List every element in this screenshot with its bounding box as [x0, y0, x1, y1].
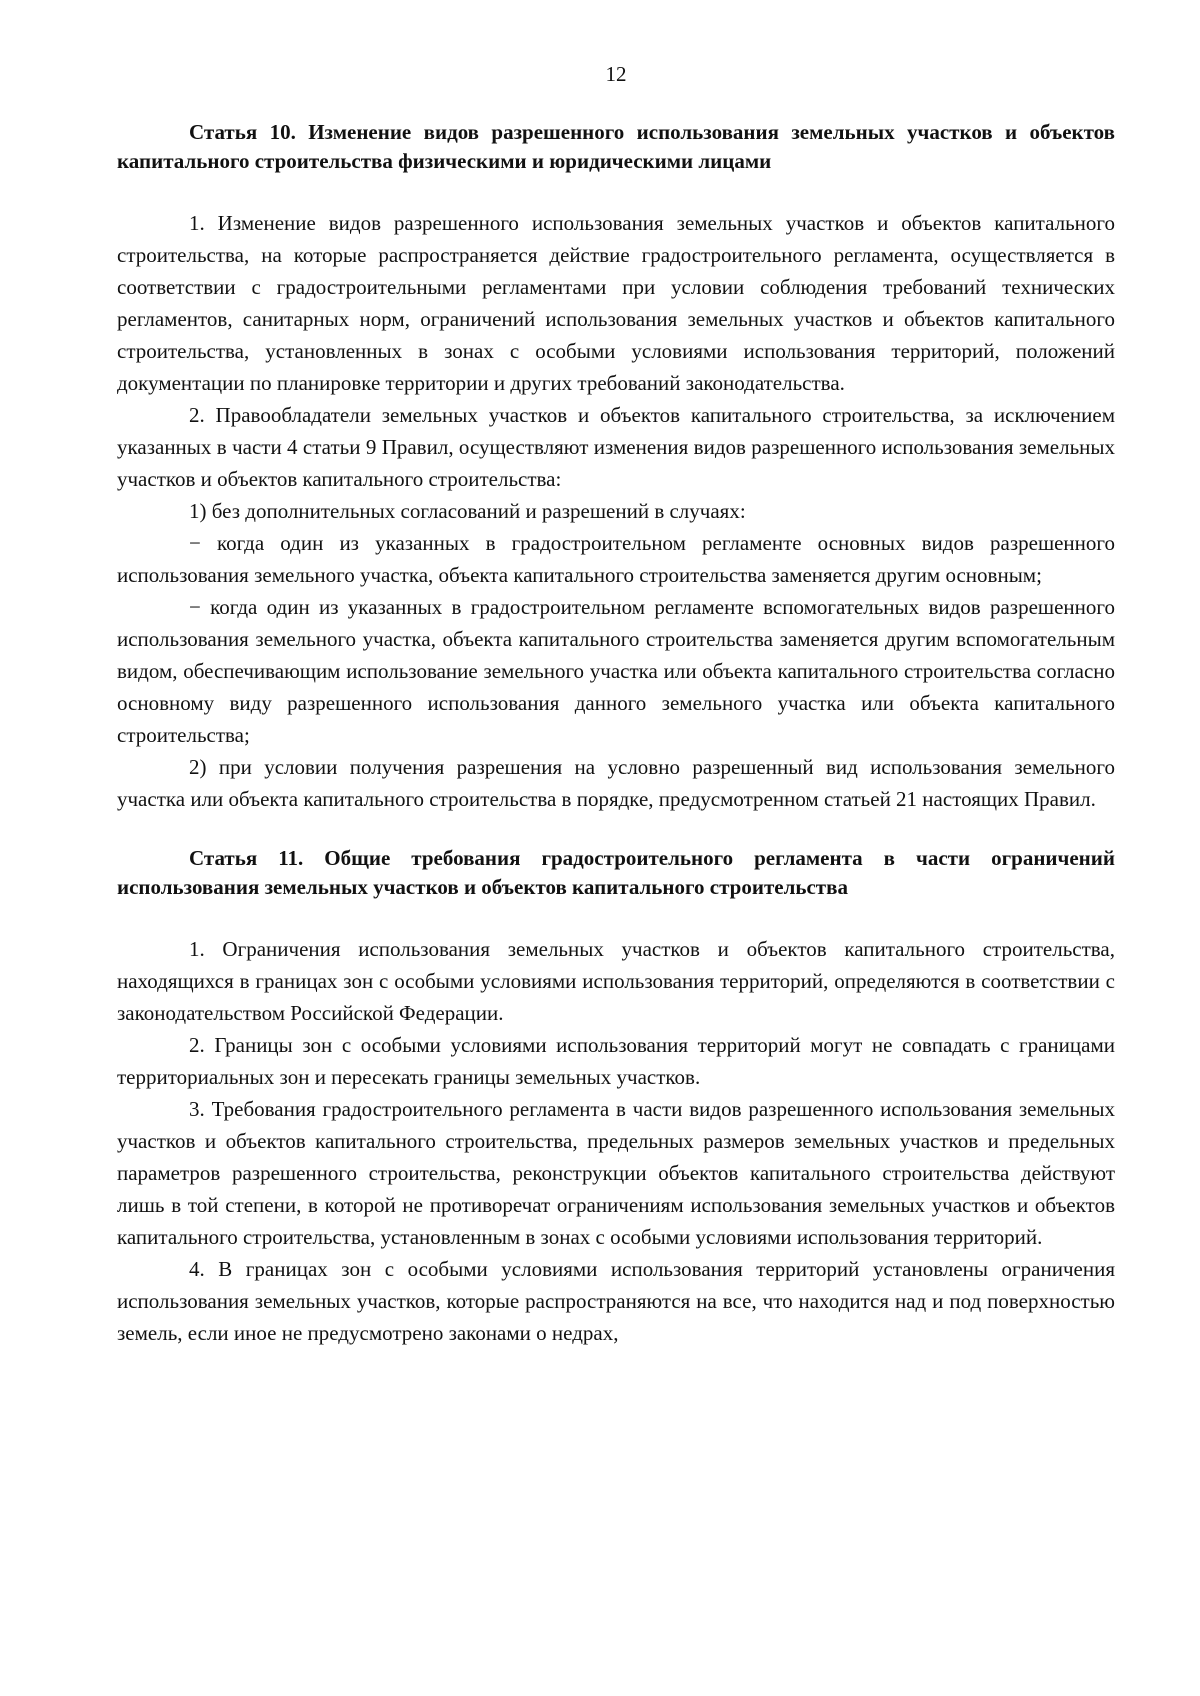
article-10-paragraph-2: 2. Правообладатели земельных участков и объектов капитального строительства, за исключением указанных в части 4 статьи 9 Правил, осуществляют изменения видов разрешенного использования земельных участков и объектов капитального строительства: [117, 403, 1115, 491]
article-10-list-item-1: 1) без дополнительных согласований и разрешений в случаях: [189, 499, 746, 523]
article-10-dash-item-2: − когда один из указанных в градостроительном регламенте вспомогательных видов разрешенного использования земельного участка, объекта капитального строительства заменяется другим вспомогательным видом, обеспечивающим использование земельного участка или объекта капитального строительства согласно основному виду разрешенного использования данного земельного участка или объекта капитального строительства; [117, 595, 1115, 747]
document-page [117, 62, 1115, 1349]
article-11-paragraph-1: 1. Ограничения использования земельных участков и объектов капитального строительства, находящихся в границах зон с особыми условиями использования территорий, определяются в соответствии с законодательством Российской Федерации. [117, 937, 1115, 1025]
article-11-paragraph-4: 4. В границах зон с особыми условиями использования территорий установлены ограничения использования земельных участков, которые распространяются на все, что находится над и под поверхностью земель, если иное не предусмотрено законами о недрах, [117, 1257, 1115, 1345]
article-11-paragraph-3: 3. Требования градостроительного регламента в части видов разрешенного использования земельных участков и объектов капитального строительства, предельных размеров земельных участков и предельных параметров разрешенного строительства, реконструкции объектов капитального строительства действуют лишь в той степени, в которой не противоречат ограничениям использования земельных участков и объектов капитального строительства, установленным в зонах с особыми условиями использования территорий. [117, 1097, 1115, 1249]
article-10-paragraph-1: 1. Изменение видов разрешенного использования земельных участков и объектов капитального строительства, на которые распространяется действие градостроительного регламента, осуществляется в соответствии с градостроительными регламентами при условии соблюдения требований технических регламентов, санитарных норм, ограничений использования земельных участков и объектов капитального строительства, установленных в зонах с особыми условиями использования территорий, положений документации по планировке территории и других требований законодательства. [117, 211, 1115, 395]
spacer [117, 815, 1115, 844]
article-11-heading: Статья 11. Общие требования градостроительного регламента в части ограничений использования земельных участков и объектов капитального строительства [117, 846, 1115, 899]
spacer [117, 902, 1115, 933]
article-11-paragraph-2: 2. Границы зон с особыми условиями использования территорий могут не совпадать с границами территориальных зон и пересекать границы земельных участков. [117, 1033, 1115, 1089]
spacer [117, 176, 1115, 207]
article-10-list-item-2: 2) при условии получения разрешения на условно разрешенный вид использования земельного участка или объекта капитального строительства в порядке, предусмотренном статьей 21 настоящих Правил. [117, 755, 1115, 811]
article-10-heading: Статья 10. Изменение видов разрешенного использования земельных участков и объектов капитального строительства физическими и юридическими лицами [117, 120, 1115, 173]
article-10-dash-item-1: − когда один из указанных в градостроительном регламенте основных видов разрешенного использования земельного участка, объекта капитального строительства заменяется другим основным; [117, 531, 1115, 587]
page-number: 12 [605, 62, 627, 86]
